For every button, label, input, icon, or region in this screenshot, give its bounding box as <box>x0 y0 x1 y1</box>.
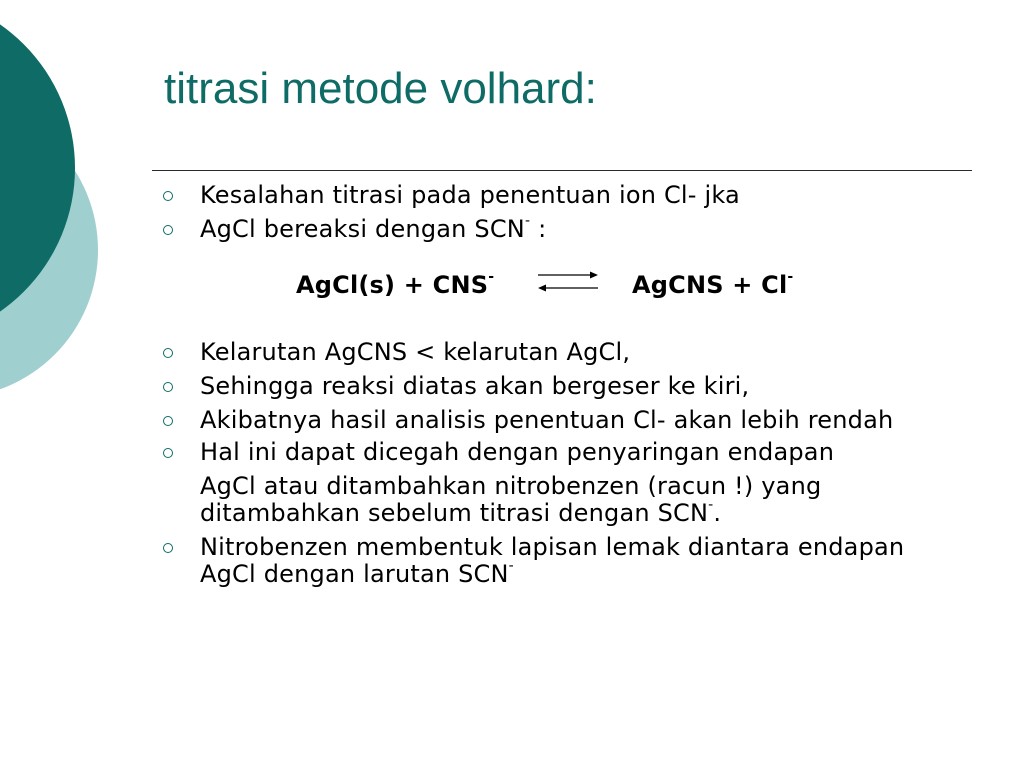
continuation-text: AgCl atau ditambahkan nitrobenzen (racun !) yang ditambahkan sebelum titrasi dengan SCN <box>200 472 822 527</box>
slide-body <box>160 182 960 588</box>
slide-title: titrasi metode volhard: <box>164 64 597 113</box>
circle-bullet-icon <box>163 448 173 458</box>
bullet-text: Hal ini dapat dicegah dengan penyaringan endapan <box>200 438 835 466</box>
equation-products: AgCNS + Cl- <box>632 269 794 299</box>
bullet-text: Kelarutan AgCNS < kelarutan AgCl, <box>200 338 631 366</box>
chemical-equation <box>160 269 960 303</box>
bullet-item <box>160 373 960 400</box>
bullet-item <box>160 339 960 366</box>
bullet-text: Nitrobenzen membentuk lapisan lemak diantara endapan AgCl dengan larutan SCN <box>200 533 905 588</box>
circle-bullet-icon <box>163 543 173 553</box>
bullet-text: Sehingga reaksi diatas akan bergeser ke kiri, <box>200 372 750 400</box>
bullet-item <box>160 407 960 434</box>
bullet-text: Kesalahan titrasi pada penentuan ion Cl- jka <box>200 181 740 209</box>
bullet-text-tail: : <box>530 215 547 243</box>
dark-teal-circle <box>0 0 75 343</box>
bullet-item <box>160 534 960 588</box>
bullet-text: Akibatnya hasil analisis penentuan Cl- akan lebih rendah <box>200 406 894 434</box>
circle-bullet-icon <box>163 416 173 426</box>
superscript-minus: - <box>488 269 495 285</box>
reversible-arrows-icon <box>536 269 600 295</box>
circle-bullet-icon <box>163 382 173 392</box>
equation-reactants: AgCl(s) + CNS- <box>296 269 495 299</box>
light-teal-circle <box>0 102 98 398</box>
bullet-item <box>160 182 960 209</box>
circle-bullet-icon <box>163 191 173 201</box>
circle-bullet-icon <box>163 348 173 358</box>
circle-bullet-icon <box>163 225 173 235</box>
bullet-item <box>160 439 960 466</box>
superscript-minus: - <box>524 213 531 229</box>
bullet-text: AgCl bereaksi dengan SCN <box>200 215 525 243</box>
title-divider <box>152 170 972 171</box>
continuation-tail: . <box>713 499 722 527</box>
superscript-minus: - <box>708 497 714 513</box>
superscript-minus: - <box>787 269 794 285</box>
continuation-paragraph <box>160 473 960 527</box>
bullet-item <box>160 213 960 243</box>
superscript-minus: - <box>508 558 514 574</box>
